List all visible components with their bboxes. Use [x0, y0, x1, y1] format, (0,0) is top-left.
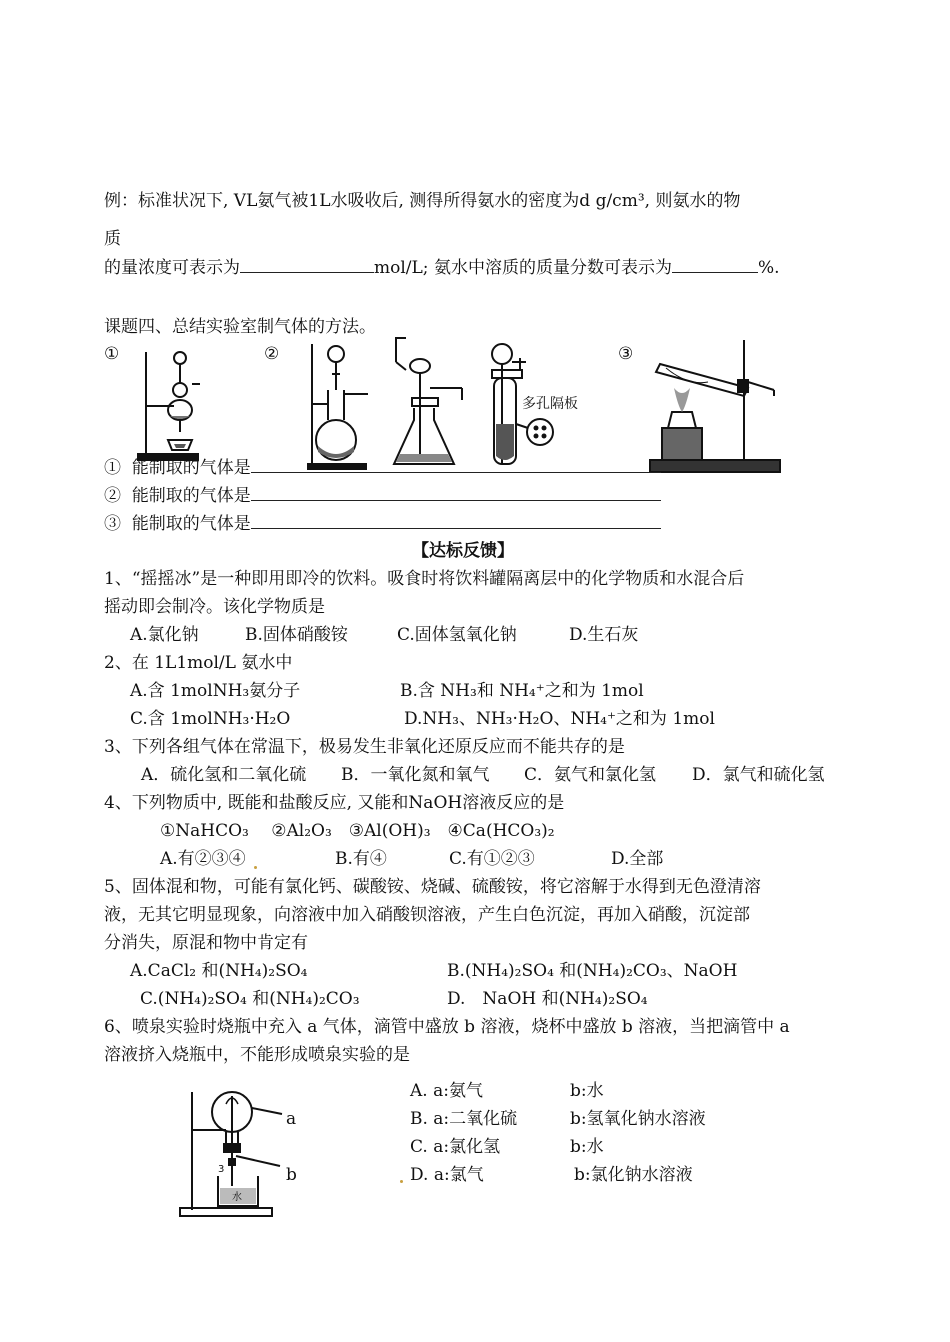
q3-option-b[interactable]: B．一氧化氮和氧气 — [341, 765, 490, 785]
q3-stem: 3、下列各组气体在常温下，极易发生非氧化还原反应而不能共存的是 — [104, 737, 625, 757]
q6-option-d-right: b:氯化钠水溶液 — [574, 1165, 693, 1185]
q6-option-a-right: b:水 — [570, 1081, 604, 1101]
gas-mark-3: ③ — [104, 514, 121, 534]
apparatus-flask-funnel-figure — [306, 340, 370, 470]
q6-option-b-left[interactable]: B. a:二氧化硫 — [410, 1109, 518, 1129]
example-line2-a: 的量浓度可表示为 — [104, 258, 240, 278]
apparatus-heated-tube-figure — [648, 336, 788, 476]
q6-option-d-left[interactable]: D. a:氯气 — [410, 1165, 484, 1185]
q3-option-c[interactable]: C．氨气和氯化氢 — [524, 765, 657, 785]
q2-stem: 2、在 1L1mol/L 氨水中 — [104, 653, 293, 673]
q5-option-d[interactable]: D. NaOH 和(NH₄)₂SO₄ — [447, 989, 648, 1009]
concentration-blank[interactable] — [240, 256, 374, 273]
q1-option-d[interactable]: D.生石灰 — [569, 625, 639, 645]
q4-items: ①NaHCO₃ ②Al₂O₃ ③Al(OH)₃ ④Ca(HCO₃)₂ — [160, 821, 555, 841]
q2-option-a[interactable]: A.含 1molNH₃氨分子 — [130, 681, 301, 701]
mass-fraction-blank[interactable] — [672, 256, 758, 273]
fig-label-a: a — [286, 1109, 297, 1129]
gas-text-1: 能制取的气体是 — [131, 458, 251, 478]
fig-label-b: b — [286, 1165, 297, 1185]
example-line1b: 质 — [104, 229, 121, 249]
fig-num-label: 3 — [218, 1164, 225, 1175]
q6-line1: 6、喷泉实验时烧瓶中充入 a 气体，滴管中盛放 b 溶液，烧杯中盛放 b 溶液，当把滴管中 a — [104, 1017, 790, 1037]
gas-mark-1: ① — [104, 458, 121, 478]
feedback-heading: 【达标反馈】 — [412, 541, 514, 561]
q5-option-b[interactable]: B.(NH₄)₂SO₄ 和(NH₄)₂CO₃、NaOH — [447, 961, 738, 981]
example-line2 — [104, 256, 780, 279]
porous-plate-label: 多孔隔板 — [522, 396, 578, 412]
gas-text-2: 能制取的气体是 — [131, 486, 251, 506]
q5-line3: 分消失，原混和物中肯定有 — [104, 933, 308, 953]
gas-line-2 — [104, 484, 661, 507]
apparatus-mark-2: ② — [264, 344, 280, 364]
q2-option-b[interactable]: B.含 NH₃和 NH₄⁺之和为 1mol — [400, 681, 644, 701]
fig-water-label: 水 — [232, 1192, 242, 1203]
q4-stem: 4、下列物质中, 既能和盐酸反应, 又能和NaOH溶液反应的是 — [104, 793, 565, 813]
example-line2-b: mol/L; 氨水中溶质的质量分数可表示为 — [374, 258, 672, 278]
q6-option-c-left[interactable]: C. a:氯化氢 — [410, 1137, 501, 1157]
q5-line2: 液，无其它明显现象，向溶液中加入硝酸钡溶液，产生白色沉淀，再加入硝酸，沉淀部 — [104, 905, 750, 925]
gas-line-3 — [104, 512, 661, 535]
apparatus-porous-plate-figure — [486, 340, 578, 470]
topic4-title: 课题四、总结实验室制气体的方法。 — [104, 317, 376, 337]
q6-option-a-left[interactable]: A. a:氨气 — [410, 1081, 483, 1101]
gas-blank-3[interactable] — [251, 512, 661, 529]
apparatus-kipp-figure — [134, 344, 204, 464]
q6-line2: 溶液挤入烧瓶中，不能形成喷泉实验的是 — [104, 1045, 410, 1065]
q6-option-b-right: b:氢氧化钠水溶液 — [570, 1109, 706, 1129]
apparatus-mark-1: ① — [104, 344, 120, 364]
gas-text-3: 能制取的气体是 — [131, 514, 251, 534]
q1-option-b[interactable]: B.固体硝酸铵 — [245, 625, 348, 645]
q1-line1: 1、“摇摇冰”是一种即用即冷的饮料。吸食时将饮料罐隔离层中的化学物质和水混合后 — [104, 569, 745, 589]
fountain-apparatus-figure — [170, 1086, 310, 1220]
gas-line-1 — [104, 456, 661, 479]
q2-option-c[interactable]: C.含 1molNH₃·H₂O — [130, 709, 291, 729]
q5-option-c[interactable]: C.(NH₄)₂SO₄ 和(NH₄)₂CO₃ — [140, 989, 360, 1009]
q4-option-c[interactable]: C.有①②③ — [449, 849, 535, 869]
q3-option-d[interactable]: D．氯气和硫化氢 — [692, 765, 825, 785]
q1-line2: 摇动即会制冷。该化学物质是 — [104, 597, 325, 617]
q5-line1: 5、固体混和物，可能有氯化钙、碳酸铵、烧碱、硫酸铵，将它溶解于水得到无色澄清溶 — [104, 877, 761, 897]
q6-option-c-right: b:水 — [570, 1137, 604, 1157]
gas-blank-1[interactable] — [251, 456, 661, 473]
q3-option-a[interactable]: A．硫化氢和二氧化硫 — [141, 765, 307, 785]
q4-option-a[interactable]: A.有②③④ — [160, 849, 246, 869]
gas-blank-2[interactable] — [251, 484, 661, 501]
q5-option-a[interactable]: A.CaCl₂ 和(NH₄)₂SO₄ — [130, 961, 308, 981]
gas-mark-2: ② — [104, 486, 121, 506]
example-line1: 例：标准状况下, VL氨气被1L水吸收后, 测得所得氨水的密度为d g/cm³, 则氨水的物 — [104, 191, 741, 211]
q4-option-b[interactable]: B.有④ — [335, 849, 387, 869]
example-line2-c: %. — [757, 258, 780, 278]
apparatus-conical-flask-figure — [392, 336, 464, 474]
q1-option-a[interactable]: A.氯化钠 — [130, 625, 199, 645]
apparatus-mark-3: ③ — [618, 344, 634, 364]
q4-option-d[interactable]: D.全部 — [611, 849, 664, 869]
q1-option-c[interactable]: C.固体氢氧化钠 — [397, 625, 517, 645]
q2-option-d[interactable]: D.NH₃、NH₃·H₂O、NH₄⁺之和为 1mol — [404, 709, 715, 729]
